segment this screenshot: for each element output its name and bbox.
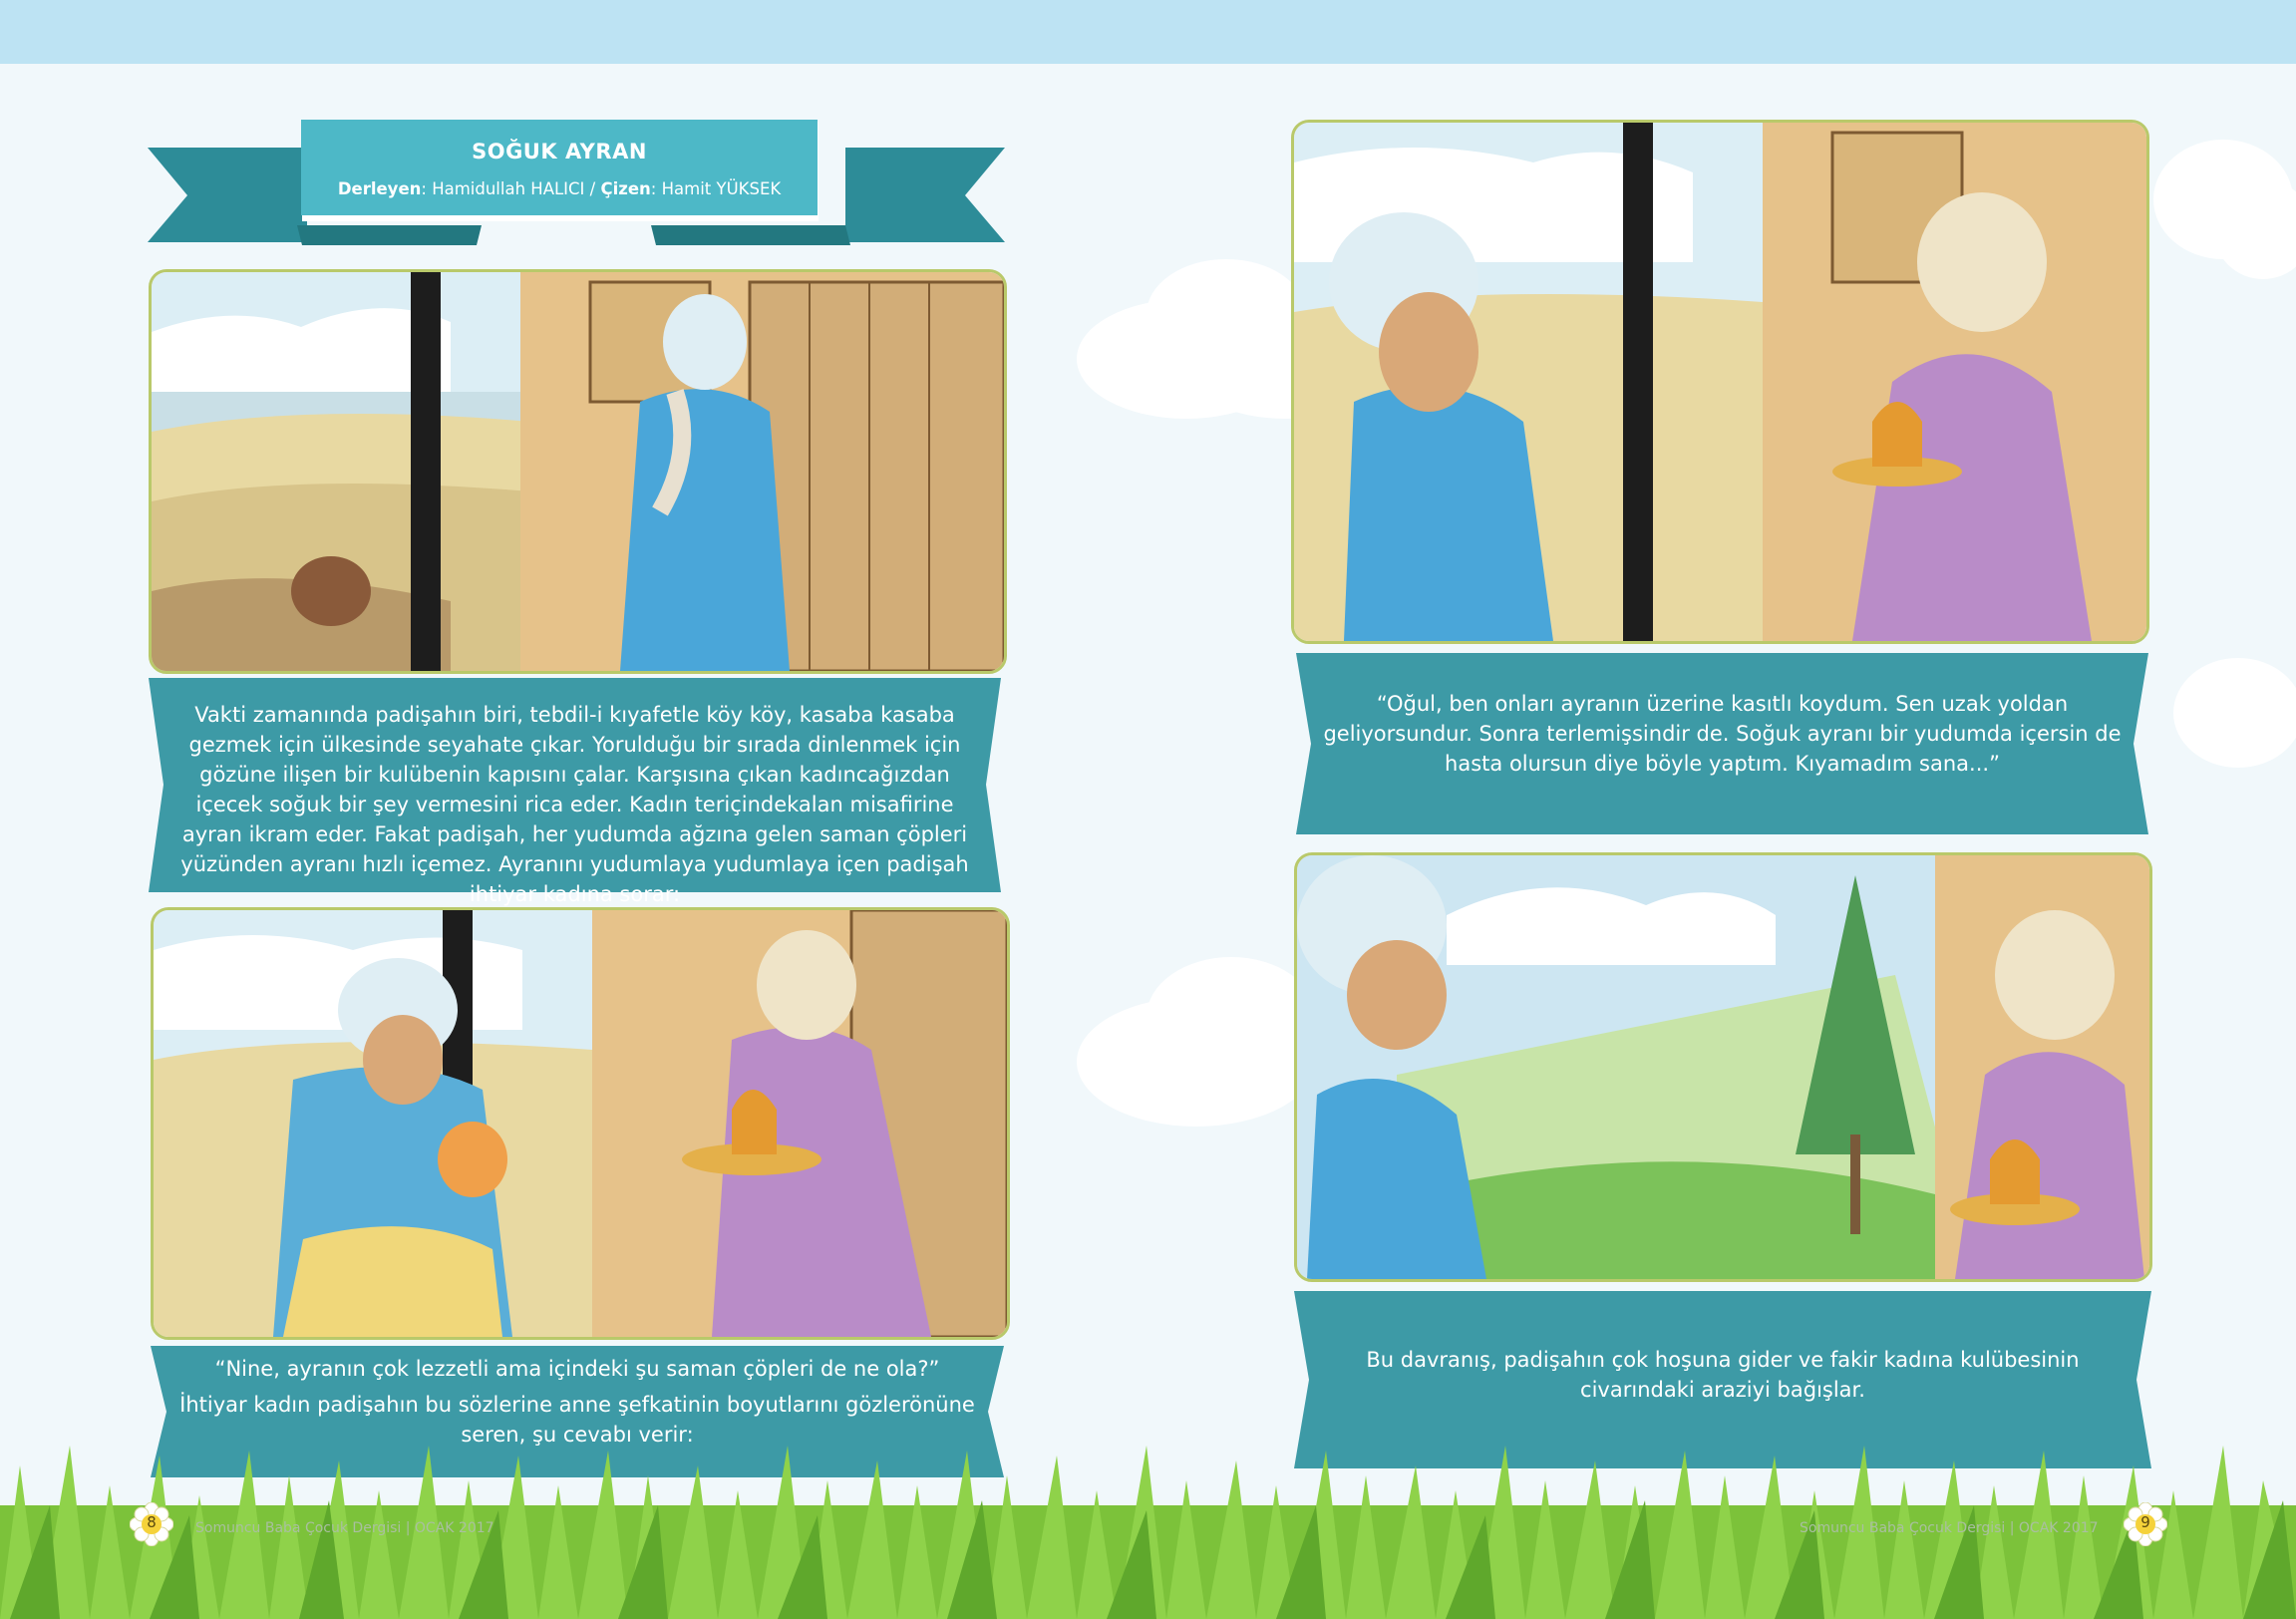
caption-intro-text: Vakti zamanında padişahın biri, tebdil-i kıyafetle köy köy, kasaba kasaba gezmek için ülkesinde seyahate çıkar. Yorulduğu bir sırada dinlenmek için gözüne ilişen bir kulübenin kapısını çalar. Karşısına çıkan kadıncağızdan içecek soğuk bir şey vermesini rica eder. Kadın teriçindekalan misafirine ayran ikram eder. Fakat padişah, her yudumda ağzına gelen saman çöpleri yüzünden ayranı hızlı içemez. Ayranını yudumlaya yudumlaya içen padişah ihtiyar kadına sorar: bbox=[180, 703, 969, 906]
credit-name-illustrator: : Hamit YÜKSEK bbox=[650, 179, 782, 198]
illustration-woman-answers bbox=[1291, 120, 2149, 644]
story-title: SOĞUK AYRAN bbox=[472, 140, 647, 163]
magazine-name-left: Somuncu Baba Çocuk Dergisi | OCAK 2017 bbox=[195, 1520, 494, 1536]
page-number-right: 9 bbox=[2140, 1513, 2150, 1531]
credit-label-compiler: Derleyen bbox=[337, 179, 422, 198]
magazine-name-right: Somuncu Baba Çocuk Dergisi | OCAK 2017 bbox=[1800, 1520, 2099, 1536]
caption-answer bbox=[1296, 653, 2148, 834]
caption-ending bbox=[1294, 1291, 2151, 1468]
caption-question-followup: İhtiyar kadın padişahın bu sözlerine anne şefkatinin boyutlarını gözlerönüne seren, şu cevabı verir: bbox=[179, 1393, 975, 1447]
credit-name-compiler: : Hamidullah HALICI / bbox=[421, 179, 601, 198]
caption-ending-text: Bu davranış, padişahın çok hoşuna gider ve fakir kadına kulübesinin civarındaki araziyi bağışlar. bbox=[1366, 1348, 2080, 1402]
page-number-left: 8 bbox=[147, 1513, 157, 1531]
caption-question-quote: “Nine, ayranın çok lezzetli ama içindeki şu saman çöpleri de ne ola?” bbox=[214, 1357, 940, 1381]
story-credits bbox=[301, 179, 818, 198]
top-sky-band bbox=[0, 0, 2296, 64]
illustration-knocking-door bbox=[149, 269, 1007, 674]
illustration-land-gift bbox=[1294, 852, 2152, 1282]
caption-answer-text: “Oğul, ben onları ayranın üzerine kasıtlı koydum. Sen uzak yoldan geliyorsundur. Sonra terlemişsindir de. Soğuk ayranı bir yudumda içersin de hasta olursun diye böyle yaptım. Kıyamadım sana...” bbox=[1323, 692, 2122, 776]
caption-intro bbox=[149, 678, 1001, 906]
credit-label-illustrator: Çizen bbox=[600, 179, 651, 198]
illustration-drinking-ayran bbox=[151, 907, 1010, 1340]
